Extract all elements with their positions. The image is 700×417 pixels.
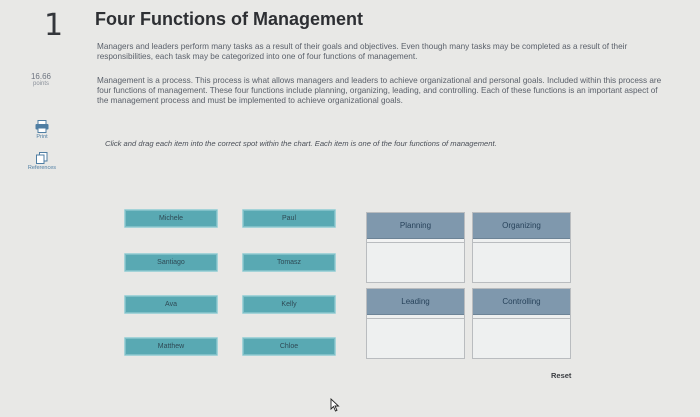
category-header-organizing: Organizing <box>473 213 570 239</box>
drop-zone-planning[interactable] <box>366 242 465 283</box>
points-unit: points <box>32 81 49 87</box>
drag-item-tomasz[interactable]: Tomasz <box>242 253 336 272</box>
print-button[interactable] <box>22 120 62 140</box>
drag-item-kelly[interactable]: Kelly <box>242 295 336 314</box>
process-paragraph: Management is a process. This process is what allows managers and leaders to achieve organizational and personal goals. Included within this process are four functions of management. These four functions include planning, organizing, leading, and controlling. Each of these functions is an important aspect of the management process and must be implemented to achieve organizational goals. <box>97 76 662 106</box>
reset-button[interactable]: Reset <box>551 371 572 380</box>
category-header-leading: Leading <box>367 289 464 315</box>
drop-zone-leading[interactable] <box>366 318 465 359</box>
intro-paragraph: Managers and leaders perform many tasks as a result of their goals and objectives. Even though many tasks may be completed as a result of their responsibilities, each task may be categorized into one of four functions of management. <box>97 42 628 62</box>
printer-icon <box>35 120 49 133</box>
category-header-planning: Planning <box>367 213 464 239</box>
references-label: References <box>27 165 57 171</box>
drag-item-chloe[interactable]: Chloe <box>242 337 336 356</box>
references-button[interactable] <box>22 152 62 171</box>
points-indicator <box>26 72 56 87</box>
references-icon <box>36 152 48 164</box>
drop-zone-organizing[interactable] <box>472 242 571 283</box>
instructions: Click and drag each item into the correct spot within the chart. Each item is one of the four functions of management. <box>105 139 497 148</box>
drag-item-paul[interactable]: Paul <box>242 209 336 228</box>
page-title: Four Functions of Management <box>95 9 363 29</box>
mouse-cursor-icon <box>330 398 340 412</box>
print-label: Print <box>36 134 48 140</box>
drag-item-matthew[interactable]: Matthew <box>124 337 218 356</box>
drag-item-santiago[interactable]: Santiago <box>124 253 218 272</box>
points-value: 16.66 <box>30 72 52 81</box>
drop-zone-controlling[interactable] <box>472 318 571 359</box>
drag-item-michele[interactable]: Michele <box>124 209 218 228</box>
question-number: 1 <box>44 8 64 43</box>
category-header-controlling: Controlling <box>473 289 570 315</box>
drag-item-ava[interactable]: Ava <box>124 295 218 314</box>
